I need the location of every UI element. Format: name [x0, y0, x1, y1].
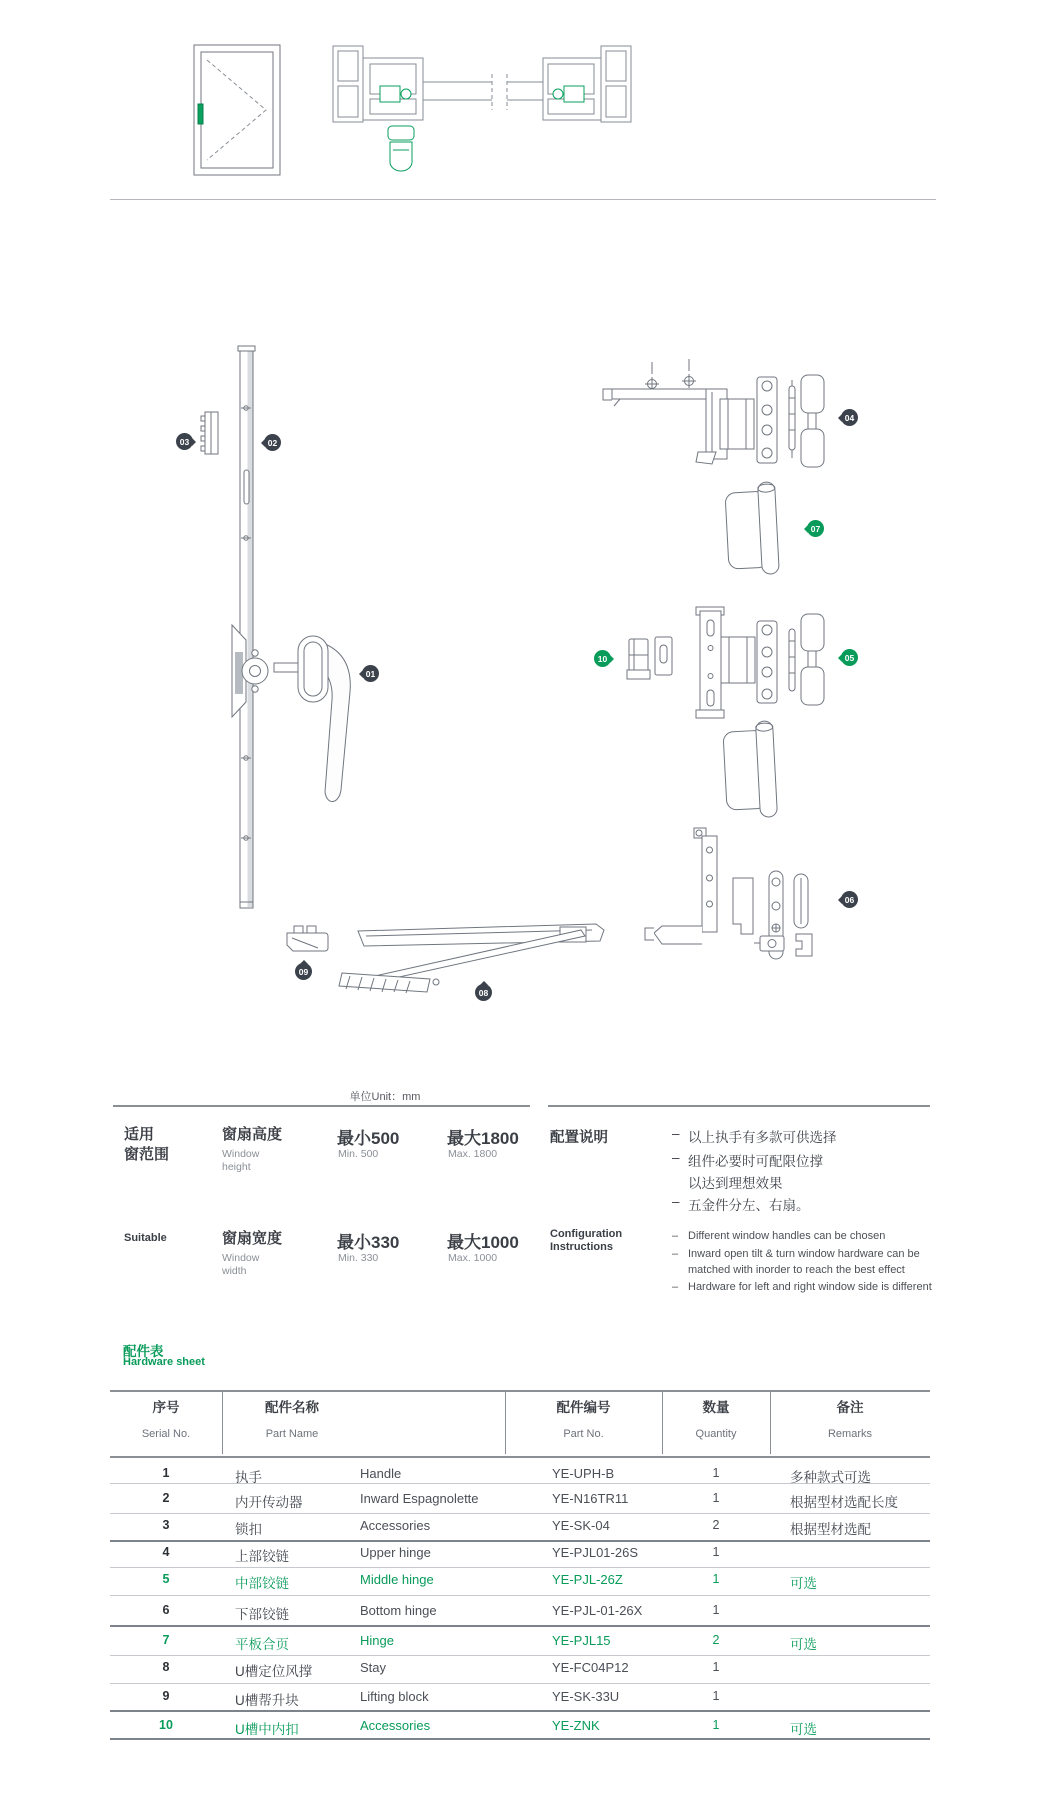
top-divider [110, 199, 936, 200]
window-schematic [194, 45, 280, 175]
hardware-sheet-title-cn: 配件表 [123, 1344, 164, 1359]
spec-width-min-en: Min. 330 [338, 1252, 379, 1264]
config-title-cn: 配置说明 [550, 1130, 608, 1146]
config-item-cn: – 五金件分左、右扇。 [672, 1194, 810, 1213]
spec-width-en: Window width [222, 1252, 260, 1277]
part-label-09: 09 [295, 963, 312, 980]
hinge-cover-2 [723, 721, 778, 819]
spec-label-cn-2: 窗范围 [124, 1146, 170, 1163]
config-title-en-2: Instructions [550, 1241, 613, 1253]
part-label-08: 08 [475, 984, 492, 1001]
spec-height-cn: 窗扇高度 [222, 1126, 283, 1143]
table-row: 9 U槽帮升块 Lifting block YE-SK-33U 1 [162, 1689, 720, 1708]
header-partno-cn: 配件编号 [556, 1400, 611, 1415]
table-row-optional: 7 平板合页 Hinge YE-PJL15 2 可选 [162, 1633, 817, 1652]
part-label-05: 05 [841, 649, 858, 666]
lifting-block [287, 926, 328, 951]
config-item-en: matched with inorder to reach the best effect [688, 1264, 905, 1276]
spec-label-en: Suitable [124, 1232, 167, 1244]
header-qty-cn: 数量 [702, 1400, 730, 1415]
table-row-optional: 5 中部铰链 Middle hinge YE-PJL-26Z 1 可选 [162, 1572, 817, 1591]
header-name-cn: 配件名称 [265, 1400, 319, 1415]
spec-width-max-en: Max. 1000 [448, 1252, 498, 1264]
part-label-03: 03 [176, 433, 193, 450]
part-label-07: 07 [807, 520, 824, 537]
part-label-04: 04 [841, 409, 858, 426]
part-label-10: 10 [594, 650, 611, 667]
config-rule [548, 1105, 930, 1107]
config-item-cn: – 组件必要时可配限位撑 [672, 1150, 823, 1169]
bottom-hinge [645, 828, 812, 959]
spec-width-max-cn: 最大1000 [447, 1233, 519, 1252]
header-remarks-cn: 备注 [836, 1400, 864, 1415]
spec-height-max-en: Max. 1800 [448, 1148, 498, 1160]
header-qty-en: Quantity [695, 1428, 737, 1440]
table-row: 8 U槽定位风撑 Stay YE-FC04P12 1 [162, 1660, 720, 1679]
header-serial-en: Serial No. [141, 1428, 191, 1440]
header-remarks-en: Remarks [827, 1428, 872, 1440]
config-item-en: – Inward open tilt & turn window hardware can be [672, 1248, 920, 1260]
header-serial-cn: 序号 [152, 1400, 180, 1415]
config-item-en: – Different window handles can be chosen [672, 1230, 886, 1242]
window-handle [274, 636, 350, 802]
spec-rule [113, 1105, 530, 1107]
spec-width-cn: 窗扇宽度 [222, 1230, 283, 1247]
upper-hinge [603, 359, 824, 467]
u-groove-latch [627, 637, 672, 679]
config-item-cn: 以达到理想效果 [688, 1176, 783, 1191]
unit-note: 单位Unit：mm [349, 1091, 421, 1103]
profile-section [333, 46, 631, 171]
table-row: 3 锁扣 Accessories YE-SK-04 2 根据型材选配 [162, 1518, 871, 1537]
part-label-01: 01 [362, 665, 379, 682]
spec-height-min-cn: 最小500 [337, 1129, 400, 1148]
spec-height-min-en: Min. 500 [338, 1148, 379, 1160]
striker-plate [201, 412, 218, 454]
spec-width-min-cn: 最小330 [337, 1233, 400, 1252]
header-name-en: Part Name [265, 1428, 319, 1440]
hinge-cover [725, 482, 780, 576]
part-label-02: 02 [264, 434, 281, 451]
table-row: 4 上部铰链 Upper hinge YE-PJL01-26S 1 [162, 1545, 720, 1564]
part-label-06: 06 [841, 891, 858, 908]
table-row-optional: 10 U槽中内扣 Accessories YE-ZNK 1 可选 [159, 1718, 817, 1737]
config-item-cn: – 以上执手有多款可供选择 [672, 1126, 837, 1145]
config-item-en: – Hardware for left and right window side is different [672, 1281, 932, 1293]
stay-arm [339, 924, 604, 993]
espagnolette-bar [232, 346, 268, 908]
hardware-sheet-title-en: Hardware sheet [123, 1356, 205, 1368]
middle-hinge [696, 607, 824, 718]
table-row: 2 内开传动器 Inward Espagnolette YE-N16TR11 1 根据型材选配长度 [162, 1491, 898, 1510]
spec-label-cn-1: 适用 [124, 1126, 155, 1143]
table-row: 1 执手 Handle YE-UPH-B 1 多种款式可选 [162, 1466, 871, 1485]
spec-height-max-cn: 最大1800 [447, 1129, 519, 1148]
table-row: 6 下部铰链 Bottom hinge YE-PJL-01-26X 1 [162, 1603, 720, 1622]
config-title-en-1: Configuration [550, 1228, 623, 1240]
spec-height-en: Window height [222, 1148, 260, 1173]
header-partno-en: Part No. [563, 1428, 604, 1440]
